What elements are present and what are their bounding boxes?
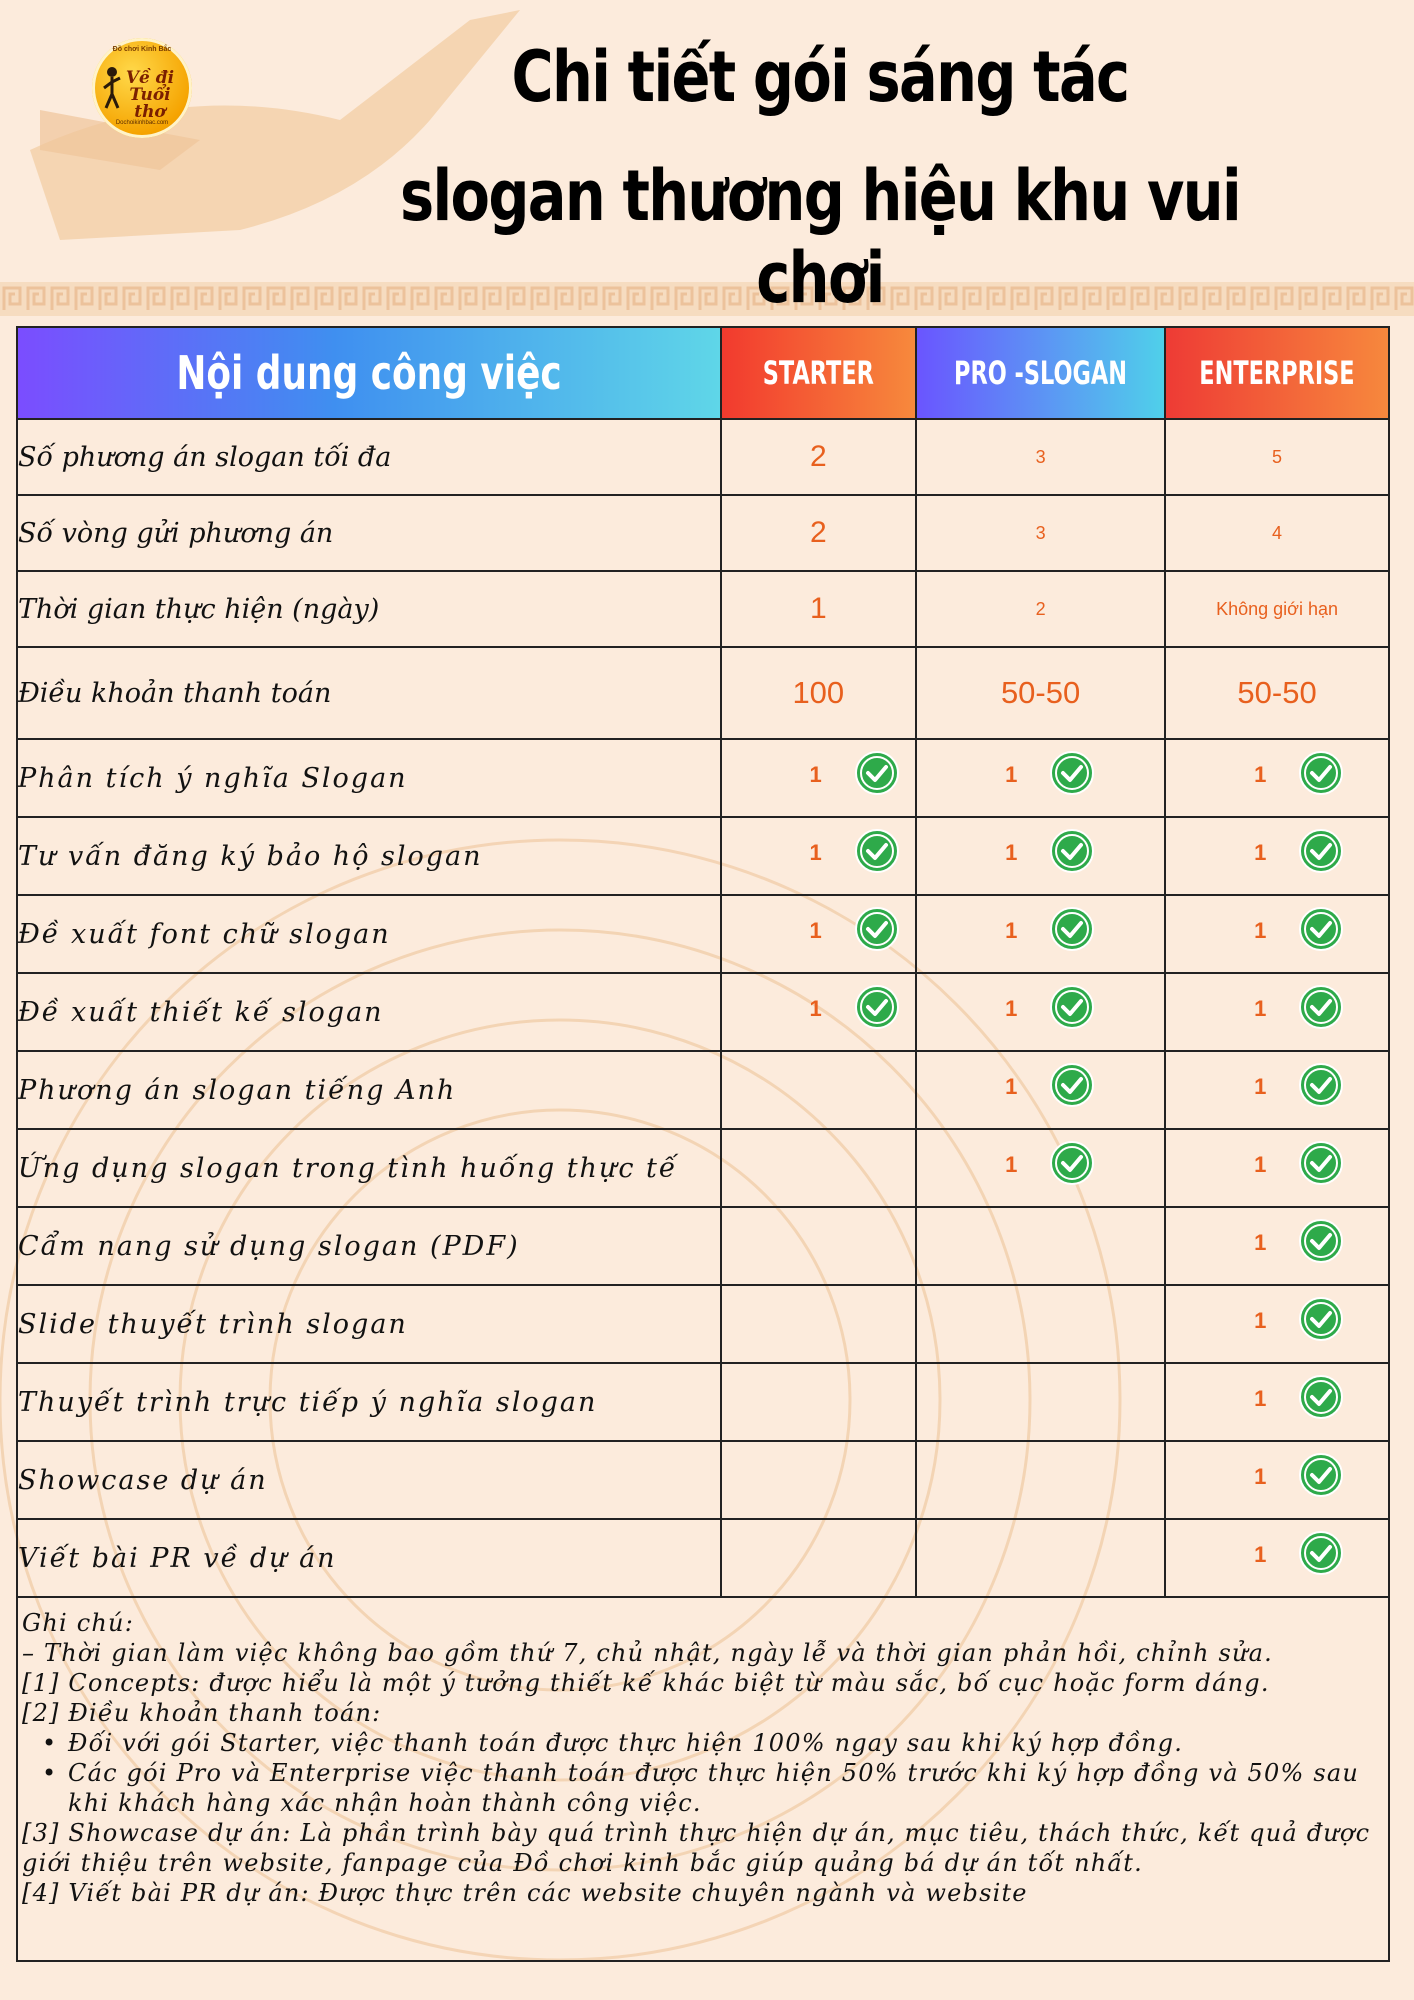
row-label: Phân tích ý nghĩa Slogan [17, 739, 721, 817]
enterprise-feature-cell [1165, 1129, 1389, 1207]
enterprise-feature-cell [1165, 1285, 1389, 1363]
enterprise-feature-cell [1165, 817, 1389, 895]
starter-feature-count: 1 [809, 762, 822, 787]
starter-value: 2 [721, 419, 917, 495]
row-label: Thuyết trình trực tiếp ý nghĩa slogan [17, 1363, 721, 1441]
check-circle-icon [1298, 906, 1344, 952]
enterprise-feature-cell [1165, 1441, 1389, 1519]
enterprise-feature-cell [1165, 1207, 1389, 1285]
company-logo [92, 38, 192, 138]
check-circle-icon [1049, 984, 1095, 1030]
enterprise-value: 50-50 [1165, 647, 1389, 739]
row-label: Điều khoản thanh toán [17, 647, 721, 739]
check-circle-icon [1298, 1218, 1344, 1264]
check-circle-icon [1049, 1062, 1095, 1108]
enterprise-feature-count: 1 [1254, 1152, 1267, 1177]
enterprise-feature-count: 1 [1254, 1074, 1267, 1099]
enterprise-value: 5 [1165, 419, 1389, 495]
starter-feature-cell [721, 895, 917, 973]
check-circle-icon [1049, 750, 1095, 796]
starter-feature-cell [721, 973, 917, 1051]
note-line: – Thời gian làm việc không bao gồm thứ 7, chủ nhật, ngày lễ và thời gian phản hồi, chỉnh sửa. [22, 1639, 1273, 1667]
pro-feature-count: 1 [1005, 996, 1018, 1021]
enterprise-feature-count: 1 [1254, 918, 1267, 943]
pro-value: 2 [916, 571, 1165, 647]
table-row [17, 895, 1389, 973]
enterprise-feature-count: 1 [1254, 840, 1267, 865]
row-label: Showcase dự án [17, 1441, 721, 1519]
enterprise-value: 4 [1165, 495, 1389, 571]
check-circle-icon [1298, 984, 1344, 1030]
starter-feature-cell [721, 817, 917, 895]
table-row [17, 1051, 1389, 1129]
enterprise-feature-cell [1165, 973, 1389, 1051]
row-label: Đề xuất thiết kế slogan [17, 973, 721, 1051]
table-row [17, 419, 1389, 495]
note-bullet: • Các gói Pro và Enterprise việc thanh toán được thực hiện 50% trước khi ký hợp đồng và 50% sau khi khách hàng xác nhận hoàn thành công việc. [42, 1759, 1359, 1817]
starter-feature-cell [721, 1285, 917, 1363]
pro-feature-cell [916, 1129, 1165, 1207]
pricing-table [16, 326, 1390, 1598]
pro-value: 50-50 [916, 647, 1165, 739]
pro-feature-cell [916, 1363, 1165, 1441]
check-circle-icon [1298, 750, 1344, 796]
pro-feature-cell [916, 1051, 1165, 1129]
pro-feature-cell [916, 1519, 1165, 1597]
enterprise-feature-cell [1165, 895, 1389, 973]
pro-feature-cell [916, 1207, 1165, 1285]
row-label: Đề xuất font chữ slogan [17, 895, 721, 973]
notes-section [22, 1608, 1382, 1908]
logo-main-text: Về đi Tuổi thơ [125, 68, 175, 122]
enterprise-value: Không giới hạn [1165, 571, 1389, 647]
table-row [17, 1285, 1389, 1363]
starter-feature-cell [721, 1441, 917, 1519]
row-label: Tư vấn đăng ký bảo hộ slogan [17, 817, 721, 895]
starter-feature-cell [721, 739, 917, 817]
enterprise-feature-count: 1 [1254, 1230, 1267, 1255]
table-row [17, 1129, 1389, 1207]
starter-feature-count: 1 [809, 996, 822, 1021]
check-circle-icon [1049, 828, 1095, 874]
starter-value: 1 [721, 571, 917, 647]
check-circle-icon [854, 750, 900, 796]
enterprise-feature-count: 1 [1254, 1464, 1267, 1489]
row-label: Phương án slogan tiếng Anh [17, 1051, 721, 1129]
pro-value: 3 [916, 419, 1165, 495]
pro-feature-count: 1 [1005, 918, 1018, 943]
enterprise-feature-count: 1 [1254, 1542, 1267, 1567]
table-row [17, 817, 1389, 895]
pro-value: 3 [916, 495, 1165, 571]
check-circle-icon [1298, 828, 1344, 874]
starter-feature-cell [721, 1207, 917, 1285]
check-circle-icon [1298, 1530, 1344, 1576]
note-line: [1] Concepts: được hiểu là một ý tưởng thiết kế khác biệt từ màu sắc, bố cục hoặc form dáng. [22, 1669, 1270, 1697]
starter-feature-cell [721, 1519, 917, 1597]
enterprise-feature-cell [1165, 739, 1389, 817]
table-row [17, 1441, 1389, 1519]
pro-feature-cell [916, 1285, 1165, 1363]
starter-feature-count: 1 [809, 918, 822, 943]
enterprise-feature-cell [1165, 1051, 1389, 1129]
check-circle-icon [1049, 1140, 1095, 1186]
check-circle-icon [854, 984, 900, 1030]
enterprise-feature-cell [1165, 1363, 1389, 1441]
row-label: Số phương án slogan tối đa [17, 419, 721, 495]
row-label: Ứng dụng slogan trong tình huống thực tế [17, 1129, 721, 1207]
check-circle-icon [1298, 1452, 1344, 1498]
check-circle-icon [854, 906, 900, 952]
starter-feature-count: 1 [809, 840, 822, 865]
table-row [17, 1519, 1389, 1597]
starter-feature-cell [721, 1129, 917, 1207]
pro-feature-cell [916, 895, 1165, 973]
table-row [17, 495, 1389, 571]
note-line: [4] Viết bài PR dự án: Được thực trên các website chuyên ngành và website [22, 1879, 1028, 1907]
page-title-line2: slogan thương hiệu khu vui chơi [399, 155, 1240, 319]
pro-feature-cell [916, 817, 1165, 895]
table-header-row [17, 327, 1389, 419]
header-pro: PRO -SLOGAN [916, 327, 1165, 419]
starter-value: 2 [721, 495, 917, 571]
header-content: Nội dung công việc [17, 327, 721, 419]
logo-bottom-text: Dochoikinhbac.com [115, 120, 169, 126]
pro-feature-count: 1 [1005, 762, 1018, 787]
header-starter: STARTER [721, 327, 917, 419]
starter-feature-cell [721, 1363, 917, 1441]
pro-feature-count: 1 [1005, 1152, 1018, 1177]
pro-feature-count: 1 [1005, 1074, 1018, 1099]
enterprise-feature-count: 1 [1254, 762, 1267, 787]
page-title-line1: Chi tiết gói sáng tác [511, 36, 1129, 118]
pro-feature-cell [916, 739, 1165, 817]
enterprise-feature-cell [1165, 1519, 1389, 1597]
row-label: Cẩm nang sử dụng slogan (PDF) [17, 1207, 721, 1285]
check-circle-icon [1298, 1374, 1344, 1420]
row-label: Thời gian thực hiện (ngày) [17, 571, 721, 647]
check-circle-icon [1298, 1296, 1344, 1342]
table-row [17, 1207, 1389, 1285]
note-line: [2] Điều khoản thanh toán: [22, 1699, 382, 1727]
enterprise-feature-count: 1 [1254, 996, 1267, 1021]
check-circle-icon [1049, 906, 1095, 952]
notes-heading: Ghi chú: [22, 1609, 134, 1637]
enterprise-feature-count: 1 [1254, 1386, 1267, 1411]
table-row [17, 1363, 1389, 1441]
pro-feature-count: 1 [1005, 840, 1018, 865]
starter-feature-cell [721, 1051, 917, 1129]
logo-top-text: Đồ chơi Kinh Bắc [112, 46, 172, 53]
header-enterprise: ENTERPRISE [1165, 327, 1389, 419]
row-label: Viết bài PR về dự án [17, 1519, 721, 1597]
table-row [17, 739, 1389, 817]
note-bullet: • Đối với gói Starter, việc thanh toán được thực hiện 100% ngay sau khi ký hợp đồng. [42, 1729, 1184, 1757]
table-row [17, 973, 1389, 1051]
pro-feature-cell [916, 973, 1165, 1051]
table-row [17, 571, 1389, 647]
table-row [17, 647, 1389, 739]
starter-value: 100 [721, 647, 917, 739]
note-line: [3] Showcase dự án: Là phần trình bày quá trình thực hiện dự án, mục tiêu, thách thức, kết quả được giới thiệu trên website, fanpage của Đồ chơi kinh bắc giúp quảng bá dự án tốt nhất. [22, 1819, 1371, 1877]
pro-feature-cell [916, 1441, 1165, 1519]
row-label: Số vòng gửi phương án [17, 495, 721, 571]
check-circle-icon [1298, 1062, 1344, 1108]
check-circle-icon [854, 828, 900, 874]
check-circle-icon [1298, 1140, 1344, 1186]
row-label: Slide thuyết trình slogan [17, 1285, 721, 1363]
enterprise-feature-count: 1 [1254, 1308, 1267, 1333]
